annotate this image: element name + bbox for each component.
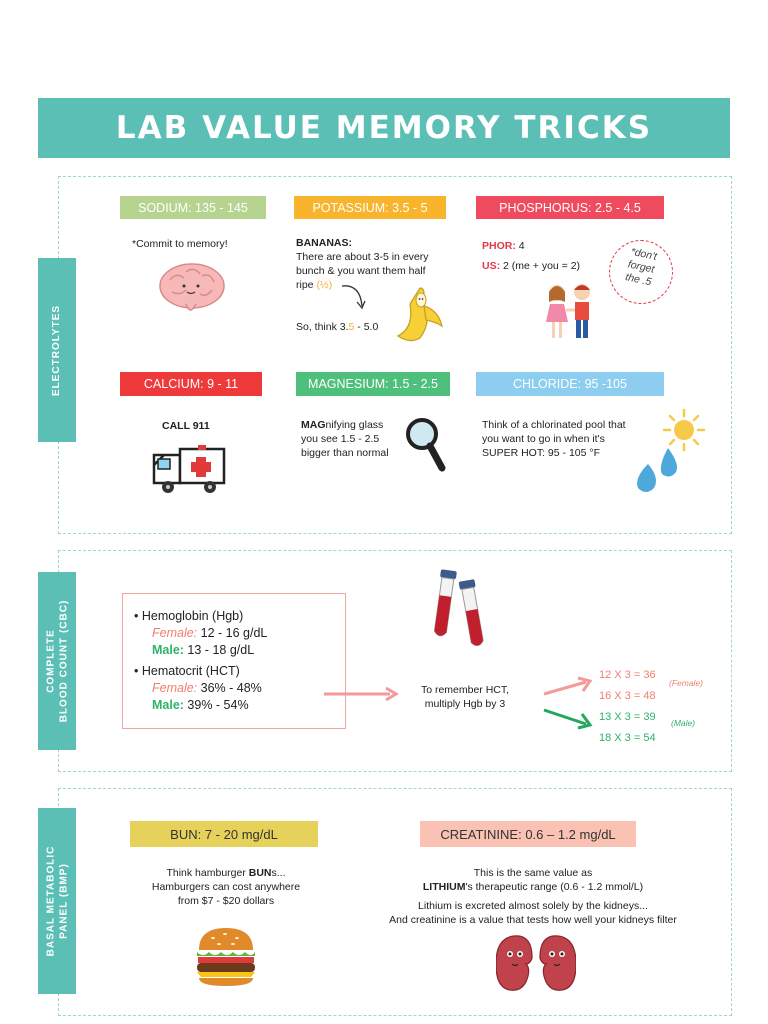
magnesium-line2: you see 1.5 - 2.5 <box>301 433 380 445</box>
sodium-label: SODIUM: 135 - 145 <box>120 196 266 219</box>
bun-line1-a: Think hamburger <box>166 867 249 879</box>
potassium-line1: There are about 3-5 in every <box>296 251 429 263</box>
test-tubes-icon <box>430 566 490 658</box>
hct-female-key: Female: <box>152 681 198 695</box>
us-val: 2 (me + you = 2) <box>500 260 581 272</box>
water-drops-icon <box>634 444 684 496</box>
bmp-tab-label <box>44 846 70 957</box>
bun-line1-b: BUN <box>248 867 272 879</box>
bun-label: BUN: 7 - 20 mg/dL <box>130 821 318 847</box>
creat-line1: This is the same value as <box>473 867 593 879</box>
hgb-female-key: Female: <box>152 626 198 640</box>
couple-icon <box>540 280 600 342</box>
banana-icon <box>394 284 446 342</box>
female-calc-1: 12 X 3 = 36 <box>599 669 656 681</box>
calcium-label: CALCIUM: 9 - 11 <box>120 372 262 396</box>
bmp-tab-line2: PANEL (BMP) <box>58 863 69 939</box>
cbc-tab <box>38 572 76 750</box>
hgb-title: • Hemoglobin (Hgb) <box>134 609 244 623</box>
phosphorus-text <box>482 236 612 276</box>
hgb-male <box>134 642 267 659</box>
hct-remember <box>405 683 525 711</box>
hct-female-val: 36% - 48% <box>197 681 262 695</box>
hamburger-icon <box>195 924 257 990</box>
phor-key: PHOR: <box>482 240 516 252</box>
sodium-note: *Commit to memory! <box>132 238 228 250</box>
female-tag: (Female) <box>669 678 704 688</box>
phosphorus-label: PHOSPHORUS: 2.5 - 4.5 <box>476 196 664 219</box>
arrow-down-right-icon <box>540 706 596 730</box>
cbc-tab-line1: COMPLETE <box>45 629 57 693</box>
phor-val: 4 <box>515 240 525 252</box>
remember-line2: multiply Hgb by 3 <box>424 698 506 710</box>
hgb-male-val: 13 - 18 g/dL <box>183 643 255 657</box>
curved-arrow-icon <box>340 282 370 312</box>
potassium-line3-a: ripe <box>296 279 317 291</box>
arrow-up-right-icon <box>540 676 596 698</box>
creatinine-label: CREATININE: 0.6 – 1.2 mg/dL <box>420 821 636 847</box>
arrow-right-icon <box>322 686 400 702</box>
hct-title: • Hematocrit (HCT) <box>134 664 240 678</box>
chloride-line3: SUPER HOT: 95 - 105 °F <box>482 447 600 459</box>
calcium-note: CALL 911 <box>162 420 210 432</box>
ambulance-icon <box>152 443 228 497</box>
potassium-think-a: So, think 3. <box>296 321 349 333</box>
hgb-male-key: Male: <box>152 643 184 657</box>
male-calc-2: 18 X 3 = 54 <box>599 732 656 744</box>
cbc-tab-label <box>44 600 70 723</box>
male-calc-1: 13 X 3 = 39 <box>599 711 656 723</box>
electrolytes-tab <box>38 258 76 442</box>
hgb-female <box>134 625 267 642</box>
magnesium-label: MAGNESIUM: 1.5 - 2.5 <box>296 372 450 396</box>
hgb-female-val: 12 - 16 g/dL <box>197 626 268 640</box>
potassium-label: POTASSIUM: 3.5 - 5 <box>294 196 446 219</box>
hct-male-key: Male: <box>152 698 184 712</box>
female-calc-2: 16 X 3 = 48 <box>599 690 656 702</box>
chloride-line1: Think of a chlorinated pool that <box>482 419 626 431</box>
kidneys-icon <box>496 932 576 994</box>
potassium-line2: bunch & you want them half <box>296 265 426 277</box>
magnesium-line3: bigger than normal <box>301 447 389 459</box>
bun-text <box>126 866 326 908</box>
female-calc <box>599 665 656 707</box>
potassium-heading: BANANAS: <box>296 237 352 249</box>
phor-line <box>482 236 612 256</box>
creat-line3: Lithium is excreted almost solely by the kidneys... <box>418 900 648 912</box>
electrolytes-tab-label: ELECTROLYTES <box>51 304 63 396</box>
magnesium-mag: MAG <box>301 419 326 431</box>
remember-line1: To remember HCT, <box>420 684 510 696</box>
creat-line4: And creatinine is a value that tests how well your kidneys filter <box>389 914 677 926</box>
male-tag: (Male) <box>671 718 696 728</box>
note-line2: forget <box>626 258 656 276</box>
note-line1: *don't <box>629 245 659 263</box>
cbc-values <box>134 608 267 714</box>
creat-line2-rest: 's therapeutic range (0.6 - 1.2 mmol/L) <box>465 881 644 893</box>
bun-line2: Hamburgers can cost anywhere <box>151 881 301 893</box>
bun-line1-c: s... <box>271 867 286 879</box>
male-calc <box>599 707 656 749</box>
chloride-label: CHLORIDE: 95 -105 <box>476 372 664 396</box>
brain-icon <box>156 258 228 318</box>
title-banner <box>38 98 730 158</box>
us-key: US: <box>482 260 501 272</box>
creatinine-text <box>355 866 711 927</box>
magnifying-glass-icon <box>402 416 446 474</box>
potassium-think <box>296 320 378 334</box>
bun-line3: from $7 - $20 dollars <box>177 895 275 907</box>
bmp-tab-line1: BASAL METABOLIC <box>45 845 56 957</box>
potassium-think-b: 5 <box>348 321 355 333</box>
bmp-tab <box>38 808 76 994</box>
creat-lithium: LITHIUM <box>422 881 466 893</box>
hct-female <box>134 680 267 697</box>
page-title: LAB VALUE MEMORY TRICKS <box>115 110 653 146</box>
chloride-line2: you want to go in when it's <box>482 433 605 445</box>
bun-line1 <box>126 866 326 880</box>
us-line <box>482 256 612 276</box>
note-line3: the .5 <box>624 271 653 289</box>
potassium-half: (½) <box>316 279 333 291</box>
magnesium-line1-rest: nifying glass <box>325 419 384 431</box>
creat-line2 <box>355 880 711 894</box>
hct-male <box>134 697 267 714</box>
hct-male-val: 39% - 54% <box>183 698 249 712</box>
potassium-think-c: - 5.0 <box>354 321 379 333</box>
cbc-tab-line2: BLOOD COUNT (CBC) <box>58 599 70 723</box>
